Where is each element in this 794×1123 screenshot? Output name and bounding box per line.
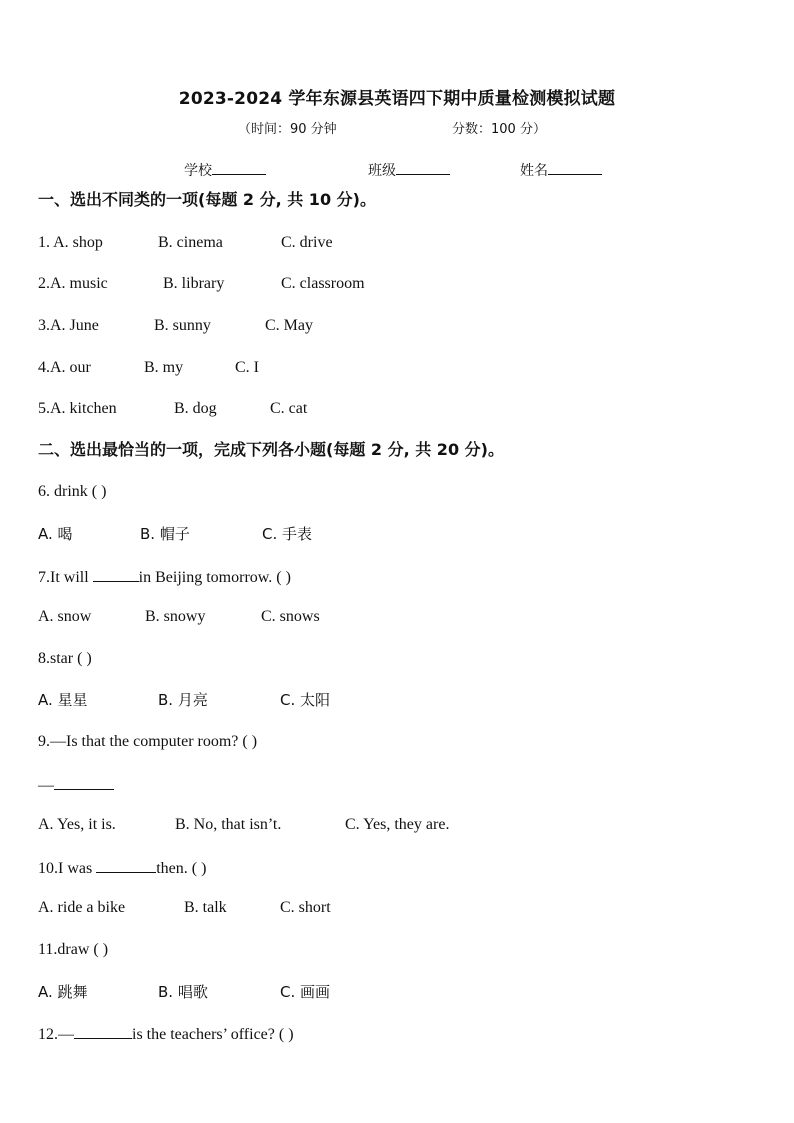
q8-stem: 8.star ( ) bbox=[38, 650, 92, 667]
q9-stem: 9.—Is that the computer room? ( ) bbox=[38, 733, 258, 750]
q7-option-c: C. snows bbox=[261, 608, 320, 625]
q4-option-a: 4.A. our bbox=[38, 359, 91, 376]
q10-option-a: A. ride a bike bbox=[38, 899, 126, 916]
exam-subtitle bbox=[0, 118, 794, 138]
exam-title: 2023-2024 学年东源县英语四下期中质量检测模拟试题 bbox=[178, 89, 616, 109]
q11-option-b: B. 唱歌 bbox=[158, 983, 208, 1001]
time-info: （时间：90 分钟 bbox=[238, 122, 337, 137]
name-blank[interactable] bbox=[548, 160, 602, 175]
q2-option-b: B. library bbox=[163, 275, 225, 292]
q8-option-c: C. 太阳 bbox=[280, 691, 331, 709]
q9-blank[interactable] bbox=[54, 774, 114, 790]
q7-stem: 7.It will in Beijing tomorrow. ( ) bbox=[38, 566, 291, 588]
q11-stem: 11.draw ( ) bbox=[38, 941, 109, 958]
q11-option-a: A. 跳舞 bbox=[38, 983, 88, 1001]
q6-option-b: B. 帽子 bbox=[140, 525, 190, 543]
q10-option-b: B. talk bbox=[184, 899, 227, 916]
q10-option-c: C. short bbox=[280, 899, 331, 916]
score-info: 分数：100 分） bbox=[452, 122, 546, 137]
q7-blank[interactable] bbox=[93, 566, 139, 582]
q10-blank[interactable] bbox=[96, 857, 156, 873]
name-label: 姓名 bbox=[520, 163, 548, 179]
q9-option-b: B. No, that isn’t. bbox=[175, 816, 282, 833]
school-label: 学校 bbox=[184, 163, 212, 179]
q6-option-a: A. 喝 bbox=[38, 525, 73, 543]
q8-option-b: B. 月亮 bbox=[158, 691, 208, 709]
q6-option-c: C. 手表 bbox=[262, 525, 313, 543]
q1-option-a: 1. A. shop bbox=[38, 234, 103, 251]
q3-option-b: B. sunny bbox=[154, 317, 211, 334]
school-field bbox=[184, 160, 266, 180]
q4-option-b: B. my bbox=[144, 359, 184, 376]
q9-answer-line: — bbox=[38, 774, 114, 796]
q9-option-c: C. Yes, they are. bbox=[345, 816, 450, 833]
class-field bbox=[368, 160, 450, 180]
student-info bbox=[0, 160, 794, 182]
q7-option-a: A. snow bbox=[38, 608, 92, 625]
q12-blank[interactable] bbox=[74, 1023, 132, 1039]
q6-stem: 6. drink ( ) bbox=[38, 483, 107, 500]
q1-option-c: C. drive bbox=[281, 234, 333, 251]
class-label: 班级 bbox=[368, 163, 396, 179]
q11-option-c: C. 画画 bbox=[280, 983, 331, 1001]
q4-option-c: C. I bbox=[235, 359, 259, 376]
q12-stem: 12.— is the teachers’ office? ( ) bbox=[38, 1023, 294, 1045]
q8-option-a: A. 星星 bbox=[38, 691, 88, 709]
q5-option-c: C. cat bbox=[270, 400, 308, 417]
q3-option-a: 3.A. June bbox=[38, 317, 99, 334]
q9-option-a: A. Yes, it is. bbox=[38, 816, 116, 833]
q10-stem: 10.I was then. ( ) bbox=[38, 857, 206, 879]
section1-heading: 一、选出不同类的一项(每题 2 分, 共 10 分)。 bbox=[38, 190, 376, 209]
class-blank[interactable] bbox=[396, 160, 450, 175]
q2-option-c: C. classroom bbox=[281, 275, 365, 292]
q5-option-a: 5.A. kitchen bbox=[38, 400, 117, 417]
q3-option-c: C. May bbox=[265, 317, 313, 334]
section2-heading: 二、选出最恰当的一项，完成下列各小题(每题 2 分, 共 20 分)。 bbox=[38, 440, 504, 459]
school-blank[interactable] bbox=[212, 160, 266, 175]
q5-option-b: B. dog bbox=[174, 400, 217, 417]
q1-option-b: B. cinema bbox=[158, 234, 223, 251]
name-field bbox=[520, 160, 602, 180]
q7-option-b: B. snowy bbox=[145, 608, 206, 625]
q2-option-a: 2.A. music bbox=[38, 275, 108, 292]
